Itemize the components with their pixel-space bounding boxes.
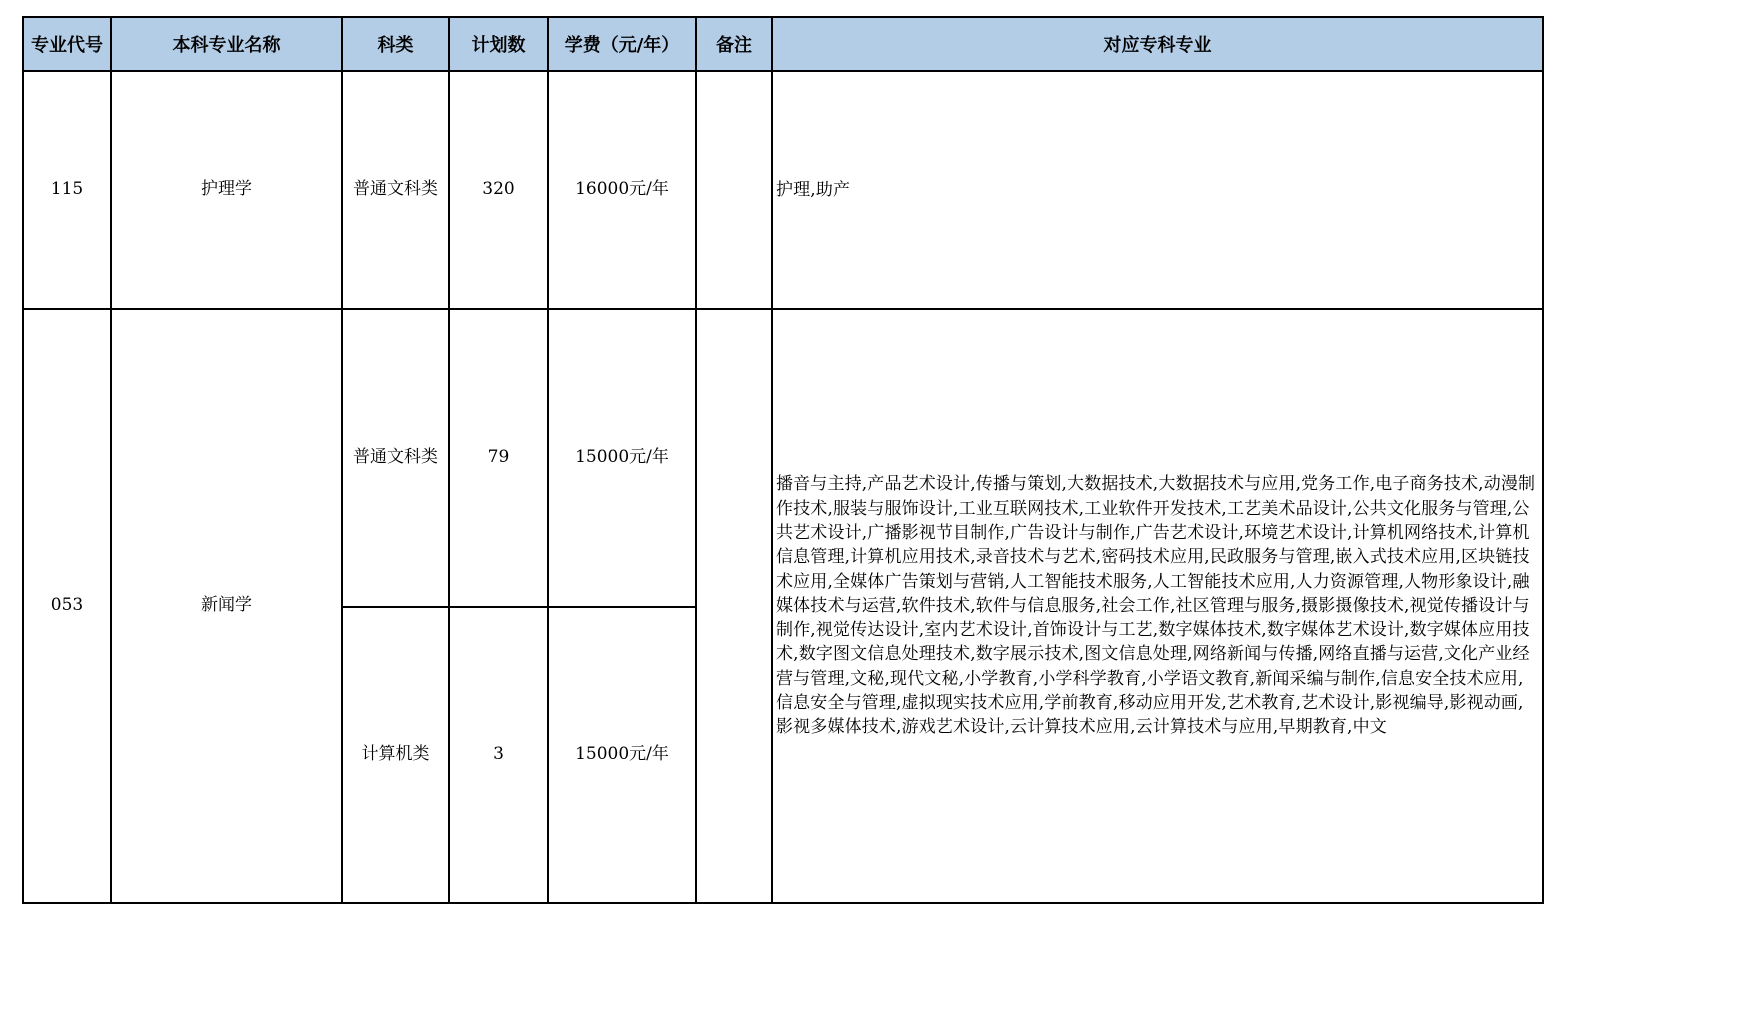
remarks-cell (696, 309, 772, 903)
major-name-cell: 新闻学 (111, 309, 342, 903)
header-major-code: 专业代号 (23, 17, 111, 71)
table-row (23, 309, 1543, 607)
tuition-cell: 16000元/年 (548, 71, 696, 309)
enrollment-plan-table (22, 16, 1544, 904)
header-tuition: 学费（元/年） (548, 17, 696, 71)
category-cell: 计算机类 (342, 607, 449, 903)
plan-count-cell: 320 (449, 71, 548, 309)
plan-count-cell: 3 (449, 607, 548, 903)
plan-count-cell: 79 (449, 309, 548, 607)
related-majors-text: 播音与主持,产品艺术设计,传播与策划,大数据技术,大数据技术与应用,党务工作,电子商务技术,动漫制作技术,服装与服饰设计,工业互联网技术,工业软件开发技术,工艺美术品设计,公共文化服务与管理,公共艺术设计,广播影视节目制作,广告设计与制作,广告艺术设计,环境艺术设计,计算机网络技术,计算机信息管理,计算机应用技术,录音技术与艺术,密码技术应用,民政服务与管理,嵌入式技术应用,区块链技术应用,全媒体广告策划与营销,人工智能技术服务,人工智能技术应用,人力资源管理,人物形象设计,融媒体技术与运营,软件技术,软件与信息服务,社会工作,社区管理与服务,摄影摄像技术,视觉传播设计与制作,视觉传达设计,室内艺术设计,首饰设计与工艺,数字媒体技术,数字媒体艺术设计,数字媒体应用技术,数字图文信息处理技术,数字展示技术,图文信息处理,网络新闻与传播,网络直播与运营,文化产业经营与管理,文秘,现代文秘,小学教育,小学科学教育,小学语文教育,新闻采编与制作,信息安全技术应用,信息安全与管理,虚拟现实技术应用,学前教育,移动应用开发,艺术教育,艺术设计,影视编导,影视动画,影视多媒体技术,游戏艺术设计,云计算技术应用,云计算技术与应用,早期教育,中文 (776, 474, 1536, 738)
header-major-name: 本科专业名称 (111, 17, 342, 71)
header-row (23, 17, 1543, 71)
related-majors-cell (772, 71, 1543, 309)
header-category: 科类 (342, 17, 449, 71)
category-cell: 普通文科类 (342, 309, 449, 607)
table-row (23, 71, 1543, 309)
remarks-cell (696, 71, 772, 309)
major-code-cell: 053 (23, 309, 111, 903)
related-majors-text: 护理,助产 (776, 179, 851, 200)
header-related-majors: 对应专科专业 (772, 17, 1543, 71)
major-code-cell: 115 (23, 71, 111, 309)
header-plan-count: 计划数 (449, 17, 548, 71)
tuition-cell: 15000元/年 (548, 309, 696, 607)
category-cell: 普通文科类 (342, 71, 449, 309)
header-remarks: 备注 (696, 17, 772, 71)
tuition-cell: 15000元/年 (548, 607, 696, 903)
major-name-cell: 护理学 (111, 71, 342, 309)
related-majors-cell (772, 309, 1543, 903)
